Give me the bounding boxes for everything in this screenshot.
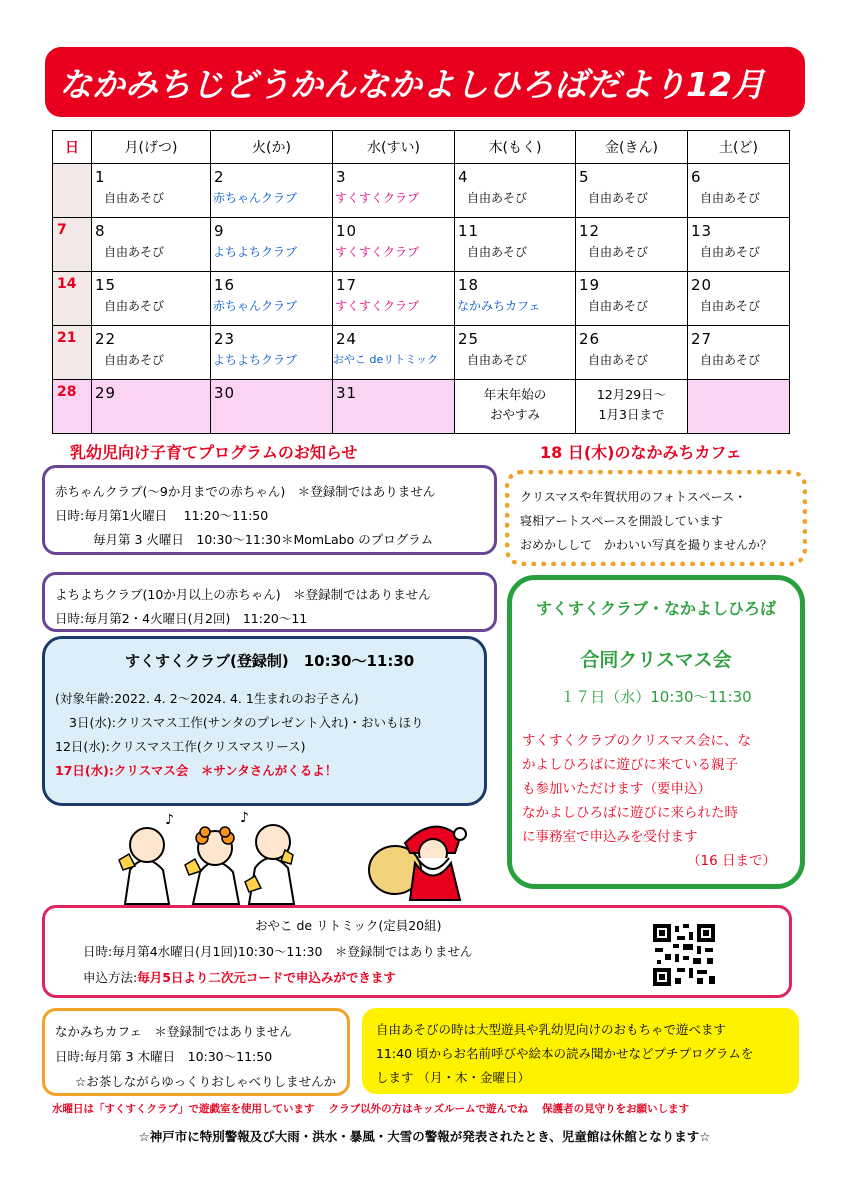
free-play-line: 自由あそびの時は大型遊具や乳幼児向けのおもちゃで遊べます <box>376 1022 727 1037</box>
yochiyochi-club-box <box>42 572 497 632</box>
christmas-line: かよしひろばに遊びに来ている親子 <box>522 757 738 773</box>
holiday-text: 年末年始の <box>483 387 547 402</box>
calendar-day <box>576 272 688 326</box>
day-event: 自由あそび <box>104 353 165 367</box>
day-number: 23 <box>214 330 236 348</box>
day-event: すくすくクラブ <box>335 191 420 205</box>
akachan-line: 毎月第 3 火曜日 10:30～11:30＊MomLabo のプログラム <box>93 532 434 547</box>
calendar-day <box>576 326 688 380</box>
calendar-day <box>92 380 211 434</box>
calendar-day-sun <box>53 164 92 218</box>
cafe-heading: 18 日(木)のなかみちカフェ <box>540 443 742 462</box>
singing-children-illustration <box>105 810 305 905</box>
calendar-row <box>53 218 790 272</box>
santa-claus-illustration <box>365 808 480 903</box>
free-play-box <box>362 1008 799 1094</box>
cafe-box-line: なかみちカフェ ＊登録制ではありません <box>55 1024 292 1039</box>
free-play-line: します （月・木・金曜日） <box>376 1070 530 1085</box>
calendar-day <box>211 380 333 434</box>
calendar <box>52 130 790 434</box>
day-number: 8 <box>95 222 106 240</box>
header-sun: 日 <box>53 131 92 164</box>
calendar-row <box>53 380 790 434</box>
yochiyochi-line: よちよちクラブ(10か月以上の赤ちゃん) ＊登録制ではありません <box>55 587 431 602</box>
calendar-day <box>455 218 576 272</box>
calendar-row <box>53 272 790 326</box>
header-wed: 水(すい) <box>333 131 455 164</box>
holiday-text: 1月3日まで <box>598 407 665 422</box>
calendar-day <box>688 164 790 218</box>
calendar-body <box>53 164 790 380</box>
calendar-row <box>53 164 790 218</box>
calendar-day <box>211 272 333 326</box>
calendar-day <box>92 272 211 326</box>
holiday-cell <box>455 380 576 434</box>
calendar-day <box>576 164 688 218</box>
day-number: 20 <box>691 276 713 294</box>
calendar-day <box>211 218 333 272</box>
day-event: すくすくクラブ <box>335 245 420 259</box>
christmas-line: なかよしひろばに遊びに来られた時 <box>522 805 738 821</box>
sukusuku-line: 12日(水):クリスマス工作(クリスマスリース) <box>55 739 306 754</box>
yochiyochi-line: 日時:毎月第2・4火曜日(月2回) 11:20～11 <box>55 611 308 626</box>
calendar-day <box>576 218 688 272</box>
calendar-row <box>53 326 790 380</box>
day-number: 29 <box>95 384 117 402</box>
calendar-day <box>455 164 576 218</box>
rhythmic-line: 日時:毎月第4水曜日(月1回)10:30～11:30 ＊登録制ではありません <box>83 944 473 959</box>
day-event: よちよちクラブ <box>213 353 298 367</box>
day-number: 22 <box>95 330 117 348</box>
sukusuku-line: (対象年齢:2022. 4. 2～2024. 4. 1生まれのお子さん) <box>55 691 359 706</box>
day-number: 5 <box>579 168 590 186</box>
calendar-header-row <box>53 131 790 164</box>
day-number: 17 <box>336 276 358 294</box>
program-heading: 乳幼児向け子育てプログラムのお知らせ <box>70 443 358 462</box>
day-number: 27 <box>691 330 713 348</box>
day-event: 自由あそび <box>467 353 528 367</box>
christmas-line: に事務室で申込みを受付ます <box>522 829 698 845</box>
calendar-day <box>333 326 455 380</box>
calendar-day <box>333 272 455 326</box>
svg-text:♪: ♪ <box>240 810 249 826</box>
akachan-club-box <box>42 465 497 555</box>
day-number: 11 <box>458 222 480 240</box>
calendar-day <box>455 326 576 380</box>
calendar-day <box>92 164 211 218</box>
akachan-line: 赤ちゃんクラブ(～9か月までの赤ちゃん) ＊登録制ではありません <box>55 484 436 499</box>
cafe-info-line: クリスマスや年賀状用のフォトスペース・ <box>520 490 747 504</box>
day-number: 9 <box>214 222 225 240</box>
calendar-day <box>92 326 211 380</box>
christmas-time: １７日（水）10:30～11:30 <box>560 688 752 706</box>
christmas-description <box>512 729 800 873</box>
holiday-text: おやすみ <box>489 407 540 422</box>
free-play-line: 11:40 頃からお名前呼びや絵本の読み聞かせなどプチプログラムを <box>376 1046 754 1061</box>
calendar-day-sun: 21 <box>53 326 92 380</box>
nakamichi-cafe-box <box>42 1008 350 1096</box>
svg-text:♪: ♪ <box>165 812 174 828</box>
day-event: 自由あそび <box>588 245 649 259</box>
day-event: 自由あそび <box>700 353 761 367</box>
day-number: 16 <box>214 276 236 294</box>
header-thu: 木(もく) <box>455 131 576 164</box>
rhythmic-title: おやこ de リトミック(定員20組) <box>255 918 442 933</box>
calendar-day-sun: 7 <box>53 218 92 272</box>
day-event: 自由あそび <box>467 245 528 259</box>
calendar-day <box>455 272 576 326</box>
day-number: 10 <box>336 222 358 240</box>
day-number: 12 <box>579 222 601 240</box>
rhythmic-apply <box>83 966 396 990</box>
day-event: 赤ちゃんクラブ <box>213 191 298 205</box>
wednesday-notice: 水曜日は「すくすくクラブ」で遊戯室を使用しています クラブ以外の方はキッズルームで遊んでね 保護者の見守りをお願いします <box>52 1103 690 1115</box>
day-number: 15 <box>95 276 117 294</box>
cafe-info-line: 寝相アートスペースを開設しています <box>520 514 723 528</box>
calendar-day <box>211 326 333 380</box>
day-number: 3 <box>336 168 347 186</box>
day-number: 30 <box>214 384 236 402</box>
day-event: 自由あそび <box>700 191 761 205</box>
holiday-text: 12月29日～ <box>596 387 667 402</box>
day-event: おやこ deリトミック <box>333 353 439 366</box>
day-number: 2 <box>214 168 225 186</box>
day-number: 6 <box>691 168 702 186</box>
closure-notice: ☆神戸市に特別警報及び大雨・洪水・暴風・大雪の警報が発表されたとき、児童館は休館となります☆ <box>138 1129 711 1144</box>
christmas-line: も参加いただけます（要申込） <box>522 781 711 797</box>
apply-value: 毎月5日より二次元コードで申込みができます <box>137 970 396 985</box>
header-tue: 火(か) <box>211 131 333 164</box>
calendar-day <box>92 218 211 272</box>
christmas-party-box <box>507 575 805 889</box>
day-event: なかみちカフェ <box>457 299 541 313</box>
cafe-box-line: 日時:毎月第 3 木曜日 10:30～11:50 <box>55 1049 273 1064</box>
calendar-day <box>333 218 455 272</box>
day-event: 自由あそび <box>104 299 165 313</box>
christmas-heading: すくすくクラブ・なかよしひろば <box>535 599 776 618</box>
sukusuku-line: 17日(水):クリスマス会 ＊サンタさんがくるよ！ <box>55 763 338 778</box>
christmas-line: （16 日まで） <box>687 853 776 869</box>
day-number: 13 <box>691 222 713 240</box>
calendar-day <box>688 326 790 380</box>
cafe-info-box <box>505 470 807 566</box>
day-event: すくすくクラブ <box>335 299 420 313</box>
akachan-line: 日時:毎月第1火曜日 11:20～11:50 <box>55 508 269 523</box>
day-event: 自由あそび <box>104 191 165 205</box>
day-event: 自由あそび <box>467 191 528 205</box>
header-fri: 金(きん) <box>576 131 688 164</box>
day-event: 自由あそび <box>104 245 165 259</box>
cafe-info-line: おめかしして かわいい写真を撮りませんか？ <box>520 538 773 552</box>
page-title: なかみちじどうかんなかよしひろばだより12月 <box>45 47 805 117</box>
day-number: 1 <box>95 168 106 186</box>
day-number: 26 <box>579 330 601 348</box>
day-event: 赤ちゃんクラブ <box>213 299 298 313</box>
day-number: 25 <box>458 330 480 348</box>
calendar-day <box>333 380 455 434</box>
header-mon: 月(げつ) <box>92 131 211 164</box>
calendar-day <box>688 272 790 326</box>
calendar-day <box>688 218 790 272</box>
day-number: 24 <box>336 330 358 348</box>
apply-label: 申込方法: <box>83 970 138 985</box>
rhythmic-box <box>42 905 792 998</box>
day-number: 4 <box>458 168 469 186</box>
holiday-dates-cell <box>576 380 688 434</box>
day-event: 自由あそび <box>588 353 649 367</box>
qr-code[interactable] <box>653 924 715 986</box>
day-event: 自由あそび <box>700 245 761 259</box>
calendar-day <box>211 164 333 218</box>
christmas-line: すくすくクラブのクリスマス会に、な <box>522 733 751 749</box>
sukusuku-title: すくすくクラブ(登録制) 10:30～11:30 <box>125 652 415 670</box>
calendar-day <box>333 164 455 218</box>
sukusuku-club-box <box>42 636 487 806</box>
day-event: 自由あそび <box>700 299 761 313</box>
sukusuku-line: 3日(水):クリスマス工作(サンタのプレゼント入れ)・おいもほり <box>69 715 424 730</box>
day-number: 18 <box>458 276 480 294</box>
header-sat: 土(ど) <box>688 131 790 164</box>
day-event: 自由あそび <box>588 191 649 205</box>
cafe-box-line: ☆お茶しながらゆっくりおしゃべりしませんか <box>75 1074 337 1089</box>
calendar-day-sun: 14 <box>53 272 92 326</box>
calendar-day <box>688 380 790 434</box>
calendar-day-sun: 28 <box>53 380 92 434</box>
day-number: 31 <box>336 384 358 402</box>
day-event: よちよちクラブ <box>213 245 298 259</box>
day-event: 自由あそび <box>588 299 649 313</box>
day-number: 19 <box>579 276 601 294</box>
christmas-title: 合同クリスマス会 <box>580 649 732 671</box>
